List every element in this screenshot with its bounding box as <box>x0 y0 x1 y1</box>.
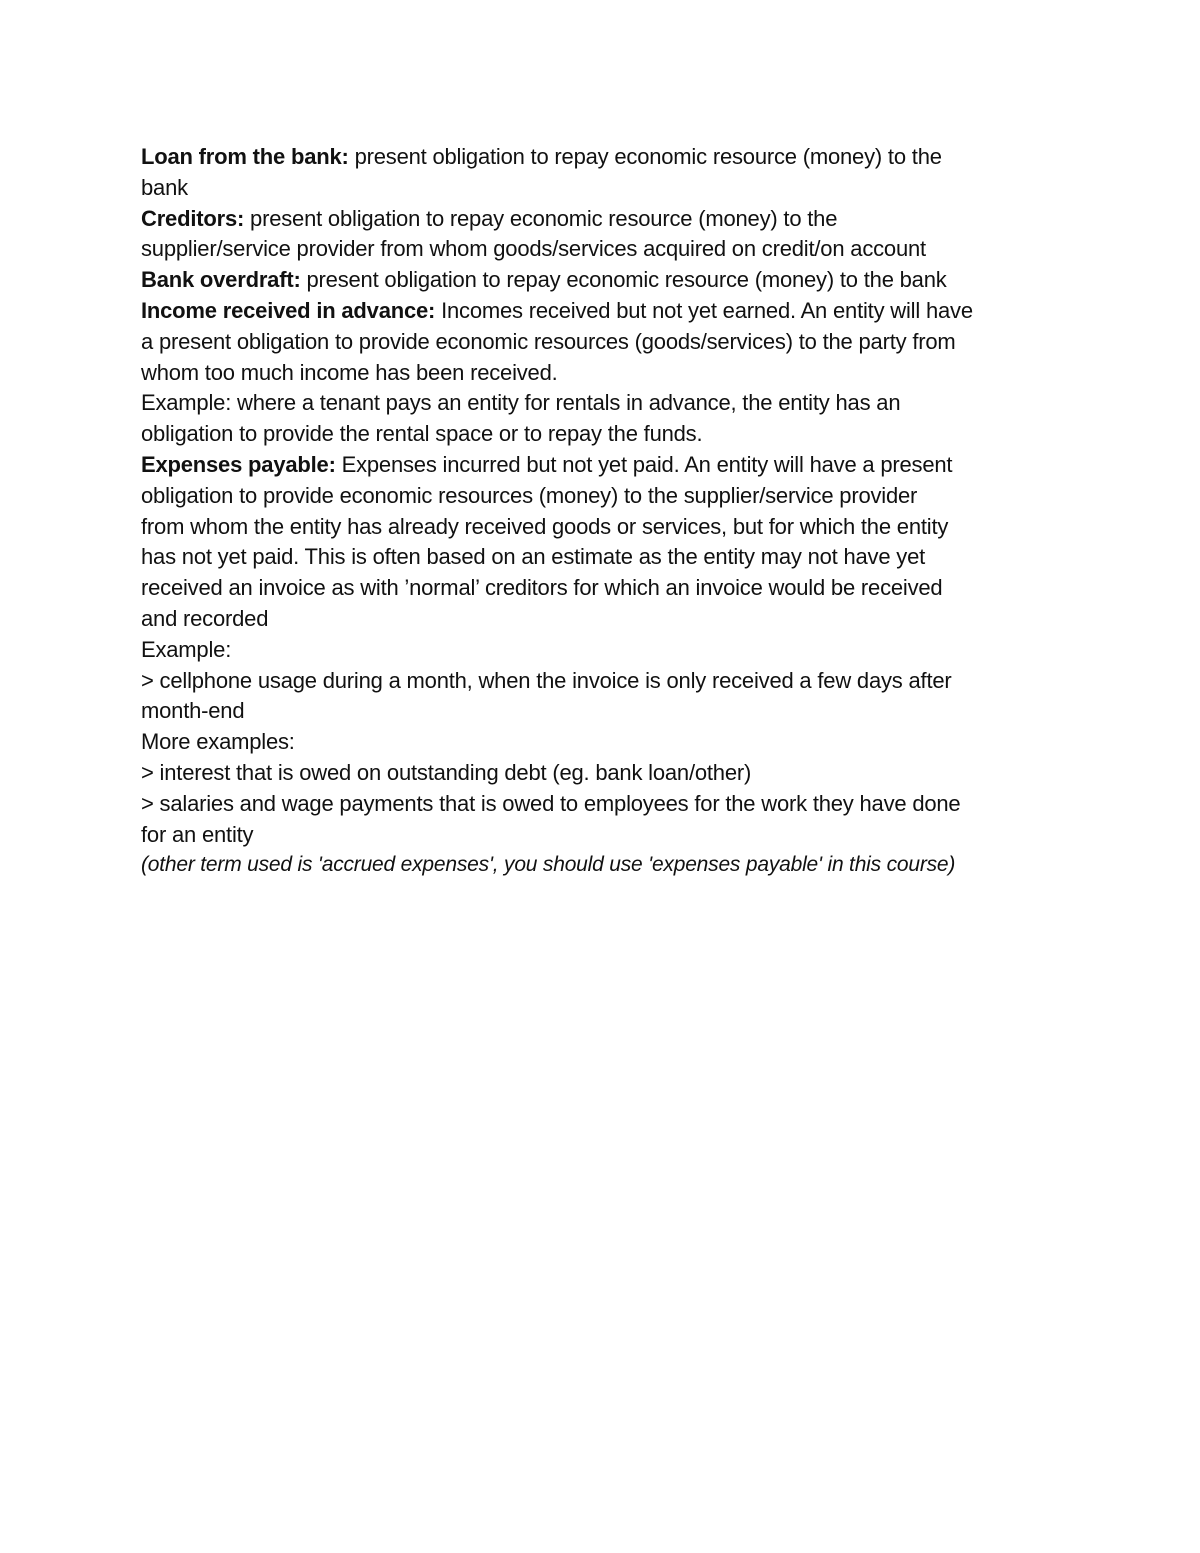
expenses-payable-line-4 <box>141 542 1101 573</box>
expenses-payable-line-2 <box>141 481 1101 512</box>
more-examples-item-1 <box>141 758 1101 789</box>
definition-text: has not yet paid. This is often based on an estimate as the entity may not have yet <box>141 544 926 570</box>
creditors-line-2 <box>141 234 1101 265</box>
document-body <box>141 142 1101 881</box>
bank-overdraft-line-1 <box>141 265 1101 296</box>
definition-text: Incomes received but not yet earned. An entity will have <box>435 297 973 323</box>
definition-text: received an invoice as with ’normal’ creditors for which an invoice would be received <box>141 575 943 601</box>
income-received-line-3 <box>141 358 1101 389</box>
expenses-payable-line-5 <box>141 573 1101 604</box>
example-text: More examples: <box>141 729 295 755</box>
expenses-payable-line-1 <box>141 450 1101 481</box>
expenses-payable-example-heading <box>141 635 1101 666</box>
expenses-payable-line-3 <box>141 512 1101 543</box>
loan-from-bank-line-2 <box>141 173 1101 204</box>
example-text: Example: <box>141 636 232 662</box>
example-text: month-end <box>141 698 245 724</box>
creditors-line-1 <box>141 204 1101 235</box>
definition-text: whom too much income has been received. <box>141 359 558 385</box>
term-creditors: Creditors: <box>141 205 245 231</box>
example-text: obligation to provide the rental space or to repay the funds. <box>141 421 703 447</box>
income-received-example-line-1 <box>141 388 1101 419</box>
example-text: Example: where a tenant pays an entity for rentals in advance, the entity has an <box>141 390 901 416</box>
loan-from-bank-line-1 <box>141 142 1101 173</box>
expenses-payable-line-6 <box>141 604 1101 635</box>
definition-text: a present obligation to provide economic resources (goods/services) to the party from <box>141 328 956 354</box>
income-received-line-2 <box>141 327 1101 358</box>
expenses-payable-example-line-1 <box>141 666 1101 697</box>
term-income-received-in-advance: Income received in advance: <box>141 297 436 323</box>
definition-text: obligation to provide economic resources (money) to the supplier/service provider <box>141 482 918 508</box>
example-text: > cellphone usage during a month, when the invoice is only received a few days after <box>141 667 952 693</box>
income-received-example-line-2 <box>141 419 1101 450</box>
definition-text: and recorded <box>141 605 269 631</box>
more-examples-item-2-line-2 <box>141 820 1101 851</box>
definition-text: Expenses incurred but not yet paid. An entity will have a present <box>335 451 953 477</box>
more-examples-heading <box>141 727 1101 758</box>
definition-text: present obligation to repay economic resource (money) to the <box>348 144 942 169</box>
example-text: for an entity <box>141 821 254 847</box>
example-text: > interest that is owed on outstanding debt (eg. bank loan/other) <box>141 759 752 785</box>
example-text: > salaries and wage payments that is owed to employees for the work they have done <box>141 790 961 816</box>
term-expenses-payable: Expenses payable: <box>141 451 336 477</box>
terminology-note: (other term used is 'accrued expenses', you should use 'expenses payable' in this course) <box>141 853 956 877</box>
definition-text: present obligation to repay economic resource (money) to the bank <box>300 267 947 293</box>
term-loan-from-bank: Loan from the bank: <box>141 144 349 169</box>
definition-text: from whom the entity has already received goods or services, but for which the entity <box>141 513 949 539</box>
definition-text: bank <box>141 174 188 200</box>
definition-text: supplier/service provider from whom goods/services acquired on credit/on account <box>141 236 926 262</box>
expenses-payable-example-line-2 <box>141 696 1101 727</box>
more-examples-item-2-line-1 <box>141 789 1101 820</box>
term-bank-overdraft: Bank overdraft: <box>141 267 301 293</box>
definition-text: present obligation to repay economic resource (money) to the <box>244 205 838 231</box>
income-received-line-1 <box>141 296 1101 327</box>
